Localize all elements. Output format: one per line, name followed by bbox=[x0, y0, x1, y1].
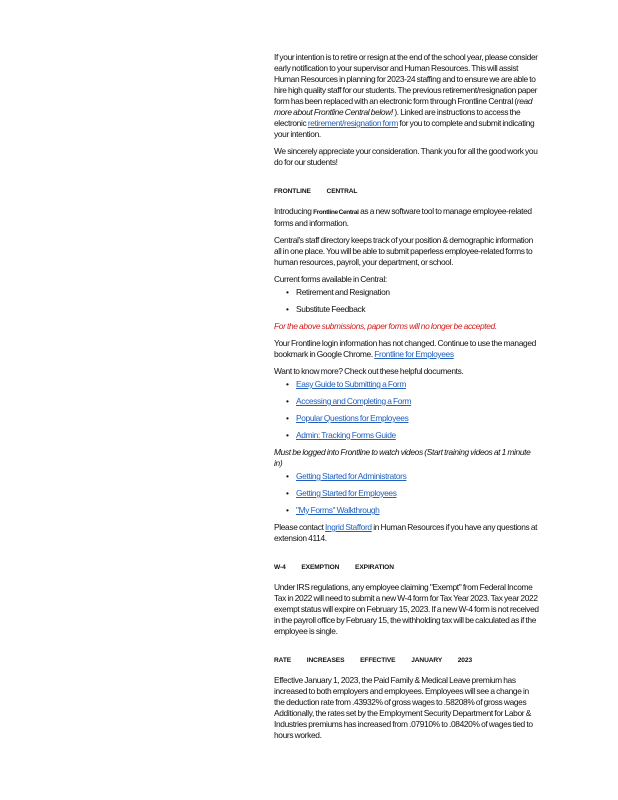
video-note: Must be logged into Frontline to watch videos (Start training videos at 1 minute in) bbox=[274, 447, 531, 468]
thank-you-paragraph: We sincerely appreciate your consideration. Thank you for all the good work you do for our students! bbox=[274, 146, 538, 167]
documents-list bbox=[274, 379, 540, 441]
list-item bbox=[296, 471, 540, 482]
staff-directory-paragraph: Central's staff directory keeps track of your position & demographic information all in one place. You will be able to submit paperless employee-related forms to human resources, payroll, your department, or school. bbox=[274, 235, 533, 267]
popular-questions-link[interactable]: Popular Questions for Employees bbox=[296, 413, 409, 423]
login-paragraph bbox=[274, 338, 540, 360]
list-item bbox=[296, 379, 540, 390]
contact-text-b: in Human Resources if you have any questions at extension 4114. bbox=[274, 522, 538, 543]
retirement-text-b: ). Linked are instructions to access the electronic bbox=[274, 107, 521, 128]
frontline-for-employees-link[interactable]: Frontline for Employees bbox=[374, 349, 454, 359]
newsletter-column bbox=[274, 52, 540, 747]
contact-paragraph bbox=[274, 522, 540, 544]
contact-text-a: Please contact bbox=[274, 522, 326, 532]
forms-label: Current forms available in Central: bbox=[274, 274, 387, 284]
intro-brand: Frontline Central bbox=[313, 209, 359, 216]
retirement-resignation-form-link[interactable]: retirement/resignation form bbox=[307, 118, 398, 128]
retirement-text-italic: read more about Frontline Central below! bbox=[274, 96, 533, 117]
list-item bbox=[296, 430, 540, 441]
forms-list bbox=[274, 287, 540, 315]
paper-forms-note: For the above submissions, paper forms will no longer be accepted. bbox=[274, 321, 497, 331]
rate-paragraph: Effective January 1, 2023, the Paid Family & Medical Leave premium has increased to both employers and employees. Employees will see a change in the deduction rate from .43932% of gross wages to .58208% of gross wages Additionally, the rates set by the Employment Security Department for Labor & Industries premiums has increased from .07910% to .08420% of wages tied to hours worked. bbox=[274, 675, 533, 740]
list-item: • Substitute Feedback bbox=[296, 304, 540, 315]
w4-heading: W-4 EXEMPTION EXPIRATION bbox=[274, 564, 394, 571]
retirement-text-c: for you to complete and submit indicating your intention. bbox=[274, 118, 535, 139]
getting-started-employees-link[interactable]: Getting Started for Employees bbox=[296, 488, 397, 498]
list-item bbox=[296, 505, 540, 516]
list-item bbox=[296, 396, 540, 407]
admin-tracking-link[interactable]: Admin: Tracking Forms Guide bbox=[296, 430, 396, 440]
frontline-heading: FRONTLINE CENTRAL bbox=[274, 188, 358, 195]
easy-guide-link[interactable]: Easy Guide to Submitting a Form bbox=[296, 379, 407, 389]
retirement-text-a: If your intention is to retire or resign at the end of the school year, please consider early notification to your supervisor and Human Resources. This will assist Human Resources in planning for 2023-24 staffing and to ensure we are able to hire high quality staff for our students. The previous retirement/resignation paper form has been replaced with an electronic form through Frontline Central ( bbox=[274, 52, 538, 106]
getting-started-admins-link[interactable]: Getting Started for Administrators bbox=[296, 471, 407, 481]
ingrid-stafford-link[interactable]: Ingrid Stafford bbox=[325, 522, 372, 532]
intro-text-b: as a new software tool to manage employee-related forms and information. bbox=[274, 206, 532, 228]
know-more-text: Want to know more? Check out these helpful documents. bbox=[274, 366, 464, 376]
login-text: Your Frontline login information has not changed. Continue to use the managed bookmark in Google Chrome. bbox=[274, 338, 536, 359]
w4-paragraph: Under IRS regulations, any employee claiming "Exempt" from Federal Income Tax in 2022 will need to submit a new W-4 form for Tax Year 2023. Tax year 2022 exempt status will expire on February 15, 2023. If a new W-4 form is not received in the payroll office by February 15, the withholding tax will be calculated as if the employee is single. bbox=[274, 582, 539, 636]
intro-text-a: Introducing bbox=[274, 206, 314, 216]
rate-heading: RATE INCREASES EFFECTIVE JANUARY 2023 bbox=[274, 657, 473, 664]
frontline-intro bbox=[274, 206, 540, 229]
list-item bbox=[296, 488, 540, 499]
retirement-paragraph bbox=[274, 52, 540, 140]
list-item bbox=[296, 413, 540, 424]
accessing-completing-link[interactable]: Accessing and Completing a Form bbox=[296, 396, 412, 406]
list-item: • Retirement and Resignation bbox=[296, 287, 540, 298]
my-forms-walkthrough-link[interactable]: "My Forms" Walkthrough bbox=[296, 505, 380, 515]
videos-list bbox=[274, 471, 540, 516]
